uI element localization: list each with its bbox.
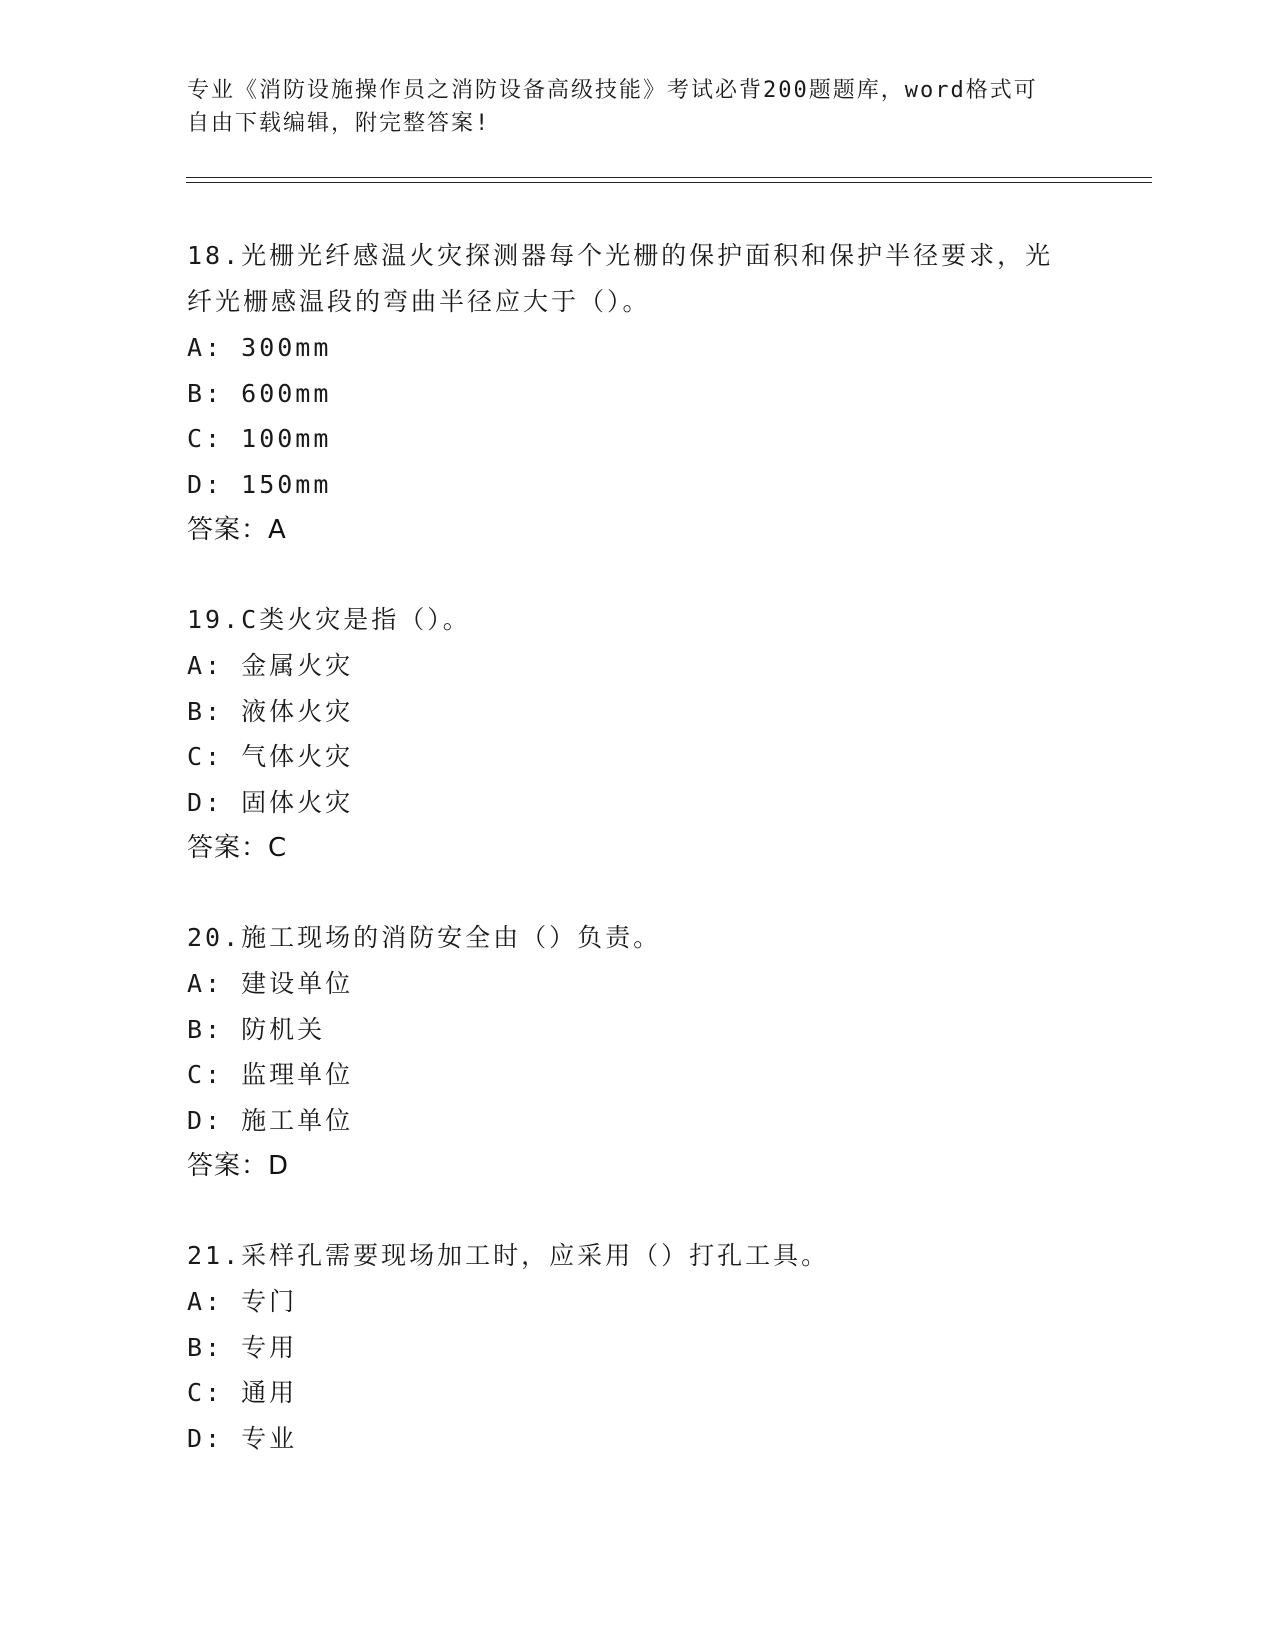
option-a: A: 专门: [187, 1287, 298, 1316]
header-divider-bottom: [186, 182, 1152, 183]
question-title-line-1: 21.采样孔需要现场加工时，应采用（）打孔工具。: [187, 1241, 830, 1270]
question-title-line-2: 纤光栅感温段的弯曲半径应大于（）。: [187, 287, 651, 316]
question-title-line-1: 18.光栅光纤感温火灾探测器每个光栅的保护面积和保护半径要求，光: [187, 241, 1054, 270]
question-title-line-1: 20.施工现场的消防安全由（）负责。: [187, 923, 662, 952]
option-b: B: 液体火灾: [187, 696, 354, 726]
option-d: D: 施工单位: [187, 1105, 354, 1135]
option-c: C: 监理单位: [187, 1060, 354, 1089]
answer-label: 答案：D: [187, 1151, 290, 1181]
question-21: [187, 1233, 1087, 1461]
question-title-line-1: 19.C类火灾是指（）。: [187, 605, 471, 634]
option-d: D: 150mm: [187, 469, 332, 499]
answer-label: 答案：C: [187, 833, 288, 863]
option-a: A: 建设单位: [187, 969, 354, 998]
question-20: [187, 915, 1087, 1189]
option-a: A: 300mm: [187, 333, 332, 362]
option-c: C: 通用: [187, 1378, 298, 1407]
question-19: [187, 597, 1087, 871]
header-line-2: 自由下载编辑，附完整答案!: [187, 111, 491, 136]
option-d: D: 固体火灾: [187, 787, 354, 817]
option-a: A: 金属火灾: [187, 651, 354, 680]
header-divider-top: [186, 177, 1152, 178]
option-b: B: 专用: [187, 1332, 298, 1362]
header-line-1: 专业《消防设施操作员之消防设备高级技能》考试必背200题题库，word格式可: [187, 78, 1038, 103]
option-b: B: 防机关: [187, 1014, 326, 1044]
option-d: D: 专业: [187, 1423, 298, 1453]
answer-label: 答案：A: [187, 515, 287, 545]
option-c: C: 100mm: [187, 424, 332, 453]
option-b: B: 600mm: [187, 378, 332, 408]
document-header: [187, 74, 1067, 140]
option-c: C: 气体火灾: [187, 742, 354, 771]
question-18: [187, 233, 1087, 553]
